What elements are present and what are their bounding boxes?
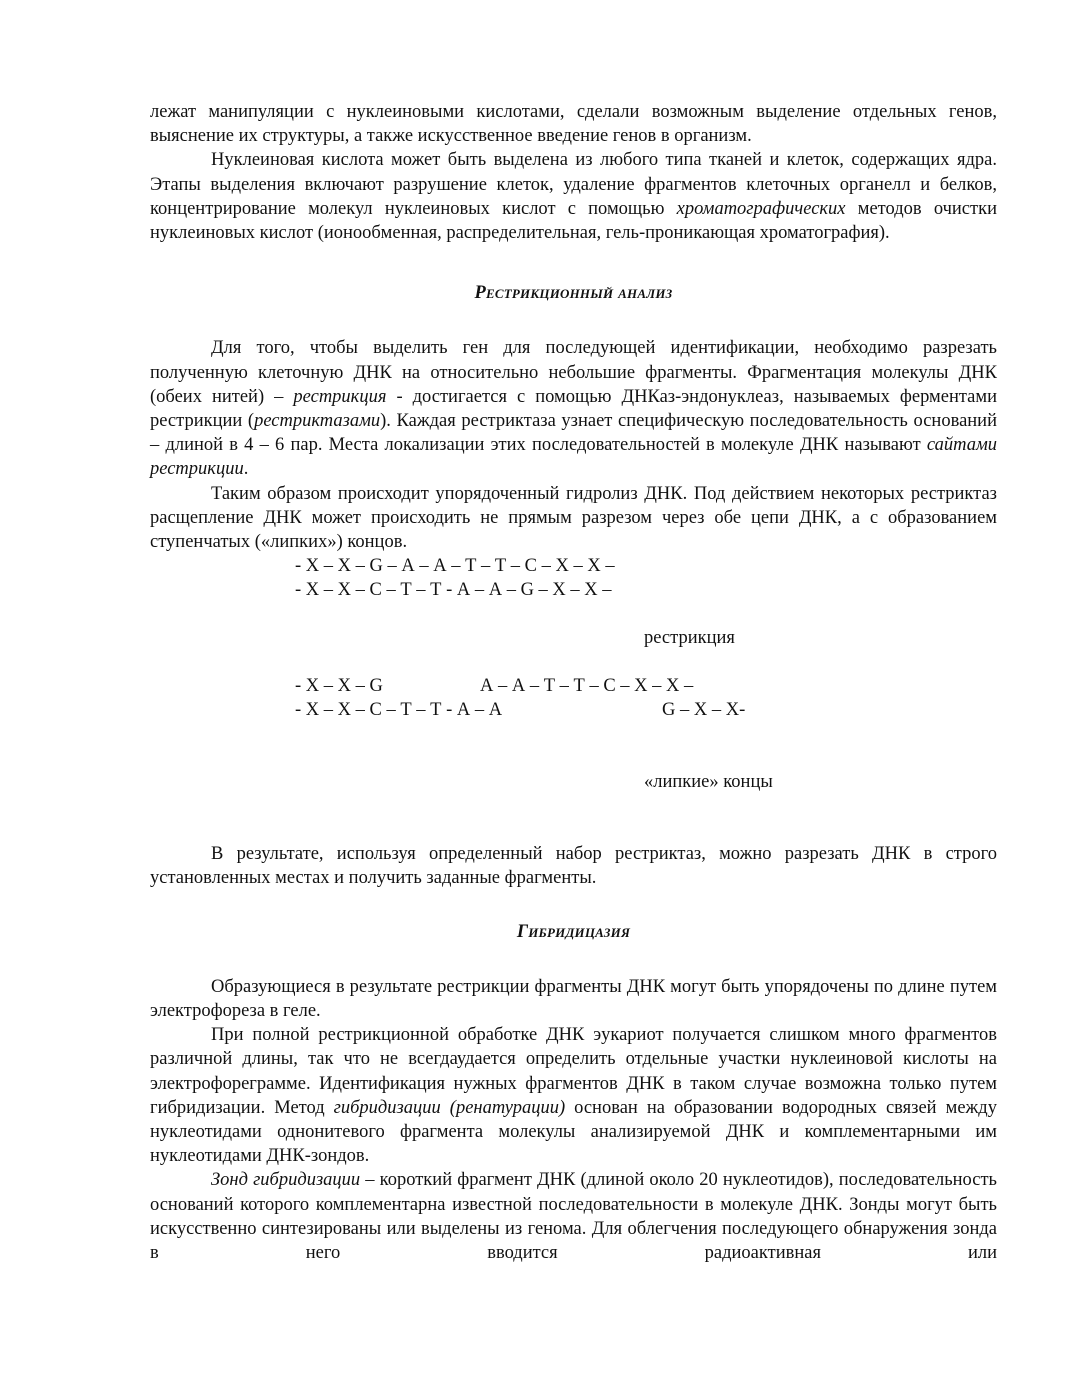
- document-page: [150, 100, 997, 1265]
- paragraph-7: При полной рестрикционной обработке ДНК эукариот получается слишком много фрагментов различной длины, так что не всегдаудается определить отдельные участки нуклеиновой кислоты на электрофореграмме. Идентификация нужных фрагментов ДНК в таком случае возможна только путем гибридизации. Метод гибридизации (ренатурации) основан на образовании водородных связей между нуклеотидами однонитевого фрагмента молекулы анализируемой ДНК и комплементарными им нуклеотидами ДНК-зондов.: [150, 1025, 997, 1167]
- heading-restriction-analysis: Рестрикционный анализ: [474, 283, 673, 304]
- paragraph-5: В результате, используя определенный набор рестриктаз, можно разрезать ДНК в строго установленных местах и получить заданные фрагменты.: [150, 844, 997, 889]
- paragraph-1: лежат манипуляции с нуклеиновыми кислотами, сделали возможным выделение отдельных генов, выяснение их структуры, а также искусственное введение генов в организм.: [150, 102, 997, 147]
- cut-strand-bottom-right: G – Х – Х-: [662, 700, 746, 721]
- paragraph-2: Нуклеиновая кислота может быть выделена из любого типа тканей и клеток, содержащих ядра. Этапы выделения включают разрушение клеток, удаление фрагментов клеточных органелл и белков, концентрирование молекул нуклеиновых кислот с помощью хроматографических методов очистки нуклеиновых кислот (ионообменная, распределительная, гель-проникающая хроматография).: [150, 150, 997, 244]
- cut-strand-top-right: А – А – Т – Т – С – Х – Х –: [480, 676, 694, 697]
- paragraph-6: Образующиеся в результате рестрикции фрагменты ДНК могут быть упорядочены по длине путем электрофореза в геле.: [150, 976, 997, 1022]
- dna-strand-bottom: - Х – Х – С – Т – Т - А – А – G – Х – Х –: [295, 580, 612, 601]
- paragraph-4: Таким образом происходит упорядоченный гидролиз ДНК. Под действием некоторых рестриктаз расщепление ДНК может происходить не прямым разрезом через обе цепи ДНК, а с образованием ступенчатых («липких») концов.: [150, 483, 997, 553]
- sticky-ends-label: «липкие» концы: [644, 772, 773, 793]
- cut-strand-bottom-left: - Х – Х – С – Т – Т - А – А: [295, 700, 503, 721]
- paragraph-3: Для того, чтобы выделить ген для последующей идентификации, необходимо разрезать полученную клеточную ДНК на относительно небольшие фрагменты. Фрагментация молекулы ДНК (обеих нитей) – рестрикция - достигается с помощью ДНКаз-эндонуклеаз, называемых ферментами рестрикции (рестриктазами). Каждая рестриктаза узнает специфическую последовательность оснований – длиной в 4 – 6 пар. Места локализации этих последовательностей в молекуле ДНК называют сайтами рестрикции.: [150, 338, 997, 480]
- cut-strand-top-left: - Х – Х – G: [295, 676, 383, 697]
- restriction-label: рестрикция: [644, 628, 735, 649]
- heading-hybridization: Гибридицазия: [516, 921, 631, 942]
- restriction-scheme: [150, 554, 997, 842]
- dna-strand-top: - Х – Х – G – А – А – Т – Т – С – Х – Х –: [295, 556, 615, 577]
- paragraph-8: Зонд гибридизации – короткий фрагмент ДНК (длиной около 20 нуклеотидов), последовательность оснований которого комплементарна известной последовательности в молекуле ДНК. Зонды могут быть искусственно синтезированы или выделены из генома. Для облегчения последующего обнаружения зонда в него вводится радиоактивная или: [150, 1170, 997, 1264]
